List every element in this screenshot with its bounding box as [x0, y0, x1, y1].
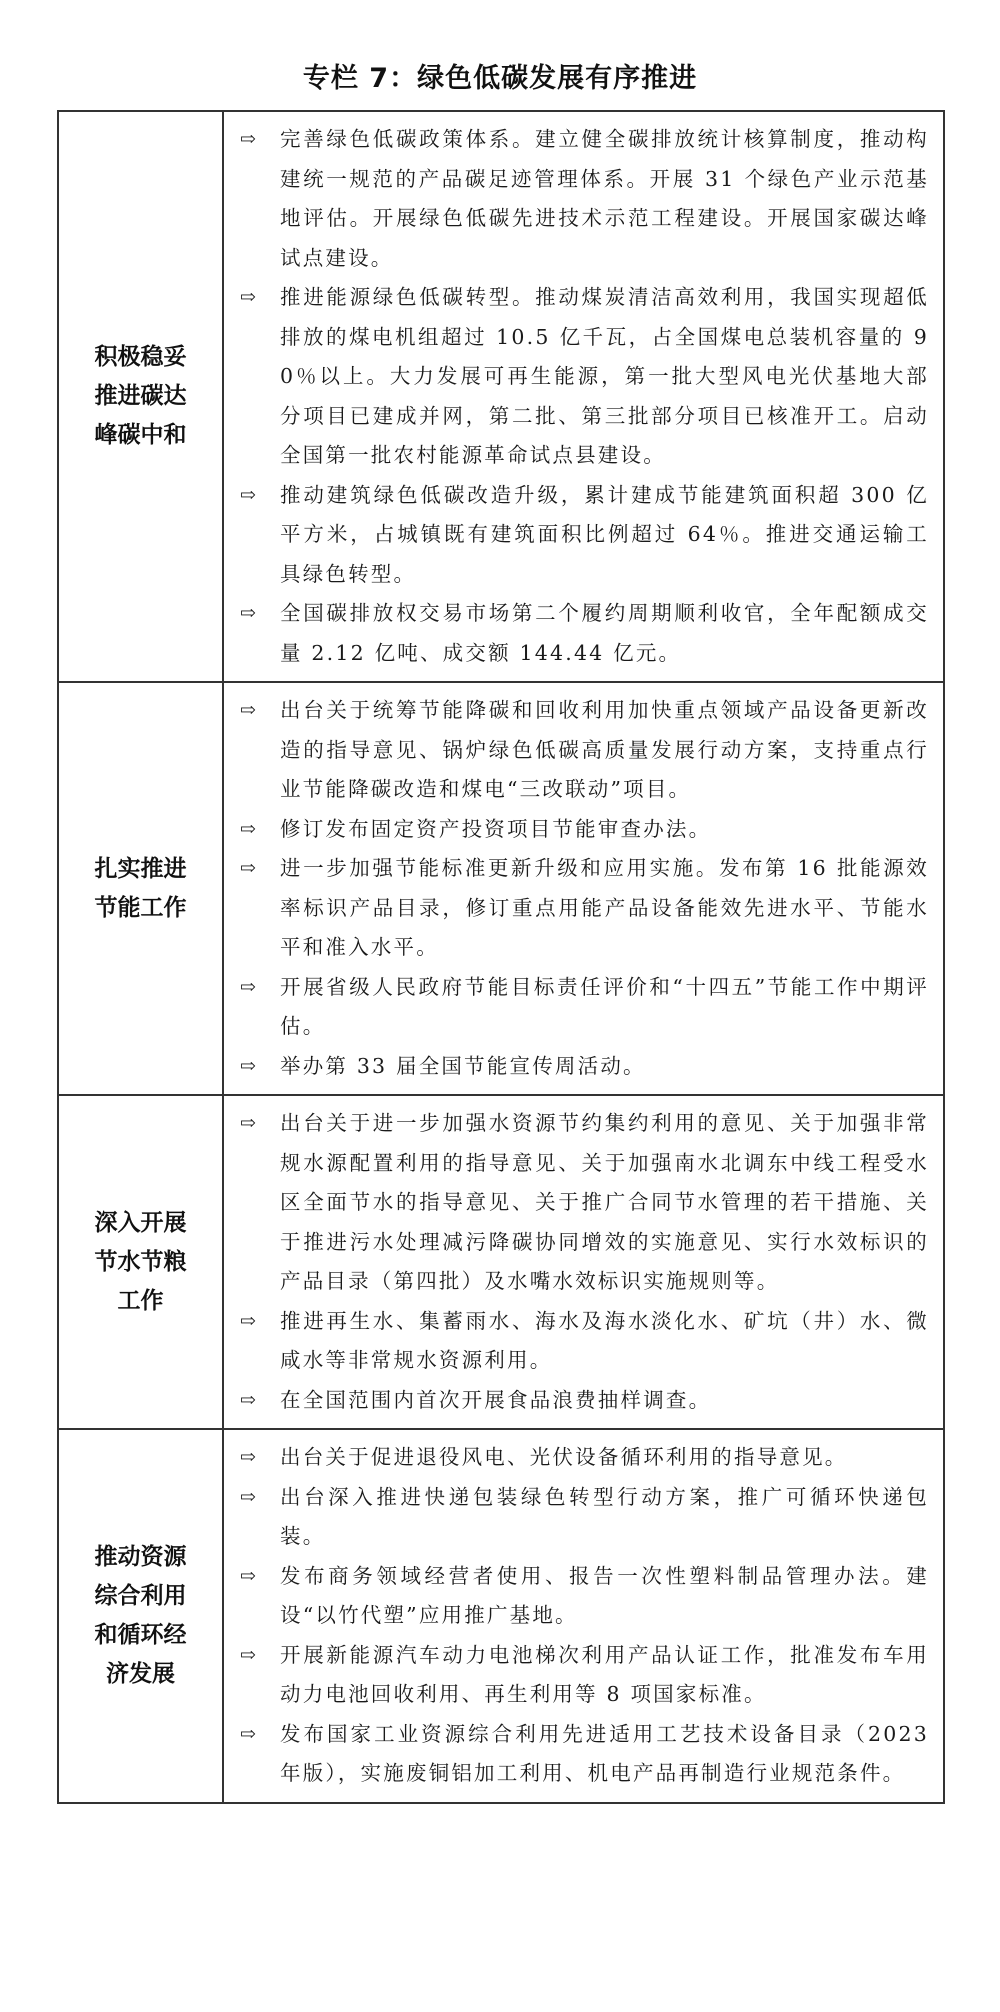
arrow-bullet-icon: ⇨ [240, 1446, 256, 1468]
arrow-bullet-icon: ⇨ [240, 128, 256, 150]
arrow-bullet-icon: ⇨ [240, 1388, 256, 1411]
list-item [240, 1381, 929, 1421]
list-item-text: 开展新能源汽车动力电池梯次利用产品认证工作，批准发布车用动力电池回收利用、再生利用等 8 项国家标准。 [280, 1642, 929, 1706]
list-item [240, 849, 929, 968]
section-category-cell [58, 111, 223, 682]
list-item-text: 开展省级人民政府节能目标责任评价和“十四五”节能工作中期评估。 [280, 974, 929, 1038]
arrow-bullet-icon: ⇨ [240, 817, 256, 840]
list-item-text: 出台关于进一步加强水资源节约集约利用的意见、关于加强非常规水源配置利用的指导意见、关于加强南水北调东中线工程受水区全面节水的指导意见、关于推广合同节水管理的若干措施、关于推进污水处理减污降碳协同增效的实施意见、实行水效标识的产品目录（第四批）及水嘴水效标识实施规则等。 [280, 1111, 929, 1293]
arrow-bullet-icon: ⇨ [240, 483, 256, 506]
list-item-text: 完善绿色低碳政策体系。建立健全碳排放统计核算制度，推动构建统一规范的产品碳足迹管理体系。开展 31 个绿色产业示范基地评估。开展绿色低碳先进技术示范工程建设。开展国家碳达峰试点建设。 [280, 127, 929, 270]
list-item-text: 出台深入推进快递包装绿色转型行动方案，推广可循环快递包装。 [280, 1484, 929, 1548]
list-item [240, 1557, 929, 1636]
arrow-bullet-icon: ⇨ [240, 1309, 256, 1332]
section-items-cell [223, 1095, 944, 1429]
section-category-label: 推动资源综合利用和循环经济发展 [94, 1543, 187, 1687]
list-item [240, 1715, 929, 1794]
section-items-cell [223, 111, 944, 682]
list-item [240, 1636, 929, 1715]
list-item-text: 发布国家工业资源综合利用先进适用工艺技术设备目录（2023 年版），实施废铜铝加工利用、机电产品再制造行业规范条件。 [280, 1721, 929, 1785]
section-category-cell [58, 1095, 223, 1429]
list-item-text: 全国碳排放权交易市场第二个履约周期顺利收官，全年配额成交量 2.12 亿吨、成交额 144.44 亿元。 [280, 601, 929, 665]
list-item-text: 修订发布固定资产投资项目节能审查办法。 [280, 816, 712, 841]
column-table-body [58, 111, 944, 1803]
list-item-text: 举办第 33 届全国节能宣传周活动。 [280, 1053, 646, 1078]
list-item [240, 1104, 929, 1302]
list-item-text: 推进能源绿色低碳转型。推动煤炭清洁高效利用，我国实现超低排放的煤电机组超过 10.5 亿千瓦，占全国煤电总装机容量的 90％以上。大力发展可再生能源，第一批大型风电光伏基地大部分项目已建成并网，第二批、第三批部分项目已核准开工。启动全国第一批农村能源革命试点县建设。 [280, 285, 929, 467]
section-category-cell [58, 1429, 223, 1803]
section-row [58, 682, 944, 1095]
page-title: 专栏 7：绿色低碳发展有序推进 [302, 63, 698, 94]
list-item [240, 120, 929, 278]
list-item [240, 691, 929, 810]
column-table [57, 110, 945, 1804]
arrow-bullet-icon: ⇨ [240, 1643, 256, 1666]
arrow-bullet-icon: ⇨ [240, 975, 256, 998]
list-item-text: 出台关于统筹节能降碳和回收利用加快重点领域产品设备更新改造的指导意见、锅炉绿色低碳高质量发展行动方案，支持重点行业节能降碳改造和煤电“三改联动”项目。 [280, 698, 929, 801]
arrow-bullet-icon: ⇨ [240, 699, 256, 721]
list-item-text: 发布商务领域经营者使用、报告一次性塑料制品管理办法。建设“以竹代塑”应用推广基地。 [280, 1563, 929, 1627]
section-items-cell [223, 682, 944, 1095]
arrow-bullet-icon: ⇨ [240, 1054, 256, 1077]
arrow-bullet-icon: ⇨ [240, 1485, 256, 1508]
list-item [240, 476, 929, 595]
list-item-text: 推进再生水、集蓄雨水、海水及海水淡化水、矿坑（井）水、微咸水等非常规水资源利用。 [280, 1308, 929, 1372]
list-item [240, 1302, 929, 1381]
section-category-label: 深入开展节水节粮工作 [94, 1209, 187, 1314]
list-item [240, 968, 929, 1047]
section-category-label: 扎实推进节能工作 [94, 855, 187, 921]
arrow-bullet-icon: ⇨ [240, 286, 256, 308]
list-item-text: 进一步加强节能标准更新升级和应用实施。发布第 16 批能源效率标识产品目录，修订重点用能产品设备能效先进水平、节能水平和准入水平。 [280, 856, 929, 959]
arrow-bullet-icon: ⇨ [240, 1564, 256, 1587]
arrow-bullet-icon: ⇨ [240, 857, 256, 879]
section-category-label: 积极稳妥推进碳达峰碳中和 [94, 344, 187, 448]
list-item-text: 推动建筑绿色低碳改造升级，累计建成节能建筑面积超 300 亿平方米，占城镇既有建筑面积比例超过 64％。推进交通运输工具绿色转型。 [280, 482, 929, 586]
arrow-bullet-icon: ⇨ [240, 1112, 256, 1134]
section-items-cell [223, 1429, 944, 1803]
list-item [240, 1438, 929, 1478]
list-item-text: 出台关于促进退役风电、光伏设备循环利用的指导意见。 [280, 1445, 848, 1469]
list-item [240, 810, 929, 850]
arrow-bullet-icon: ⇨ [240, 602, 256, 624]
list-item [240, 594, 929, 673]
list-item [240, 1478, 929, 1557]
section-row [58, 1095, 944, 1429]
section-category-cell [58, 682, 223, 1095]
list-item [240, 1047, 929, 1087]
section-row [58, 1429, 944, 1803]
arrow-bullet-icon: ⇨ [240, 1722, 256, 1745]
list-item-text: 在全国范围内首次开展食品浪费抽样调查。 [280, 1387, 712, 1412]
list-item [240, 278, 929, 476]
section-row [58, 111, 944, 682]
